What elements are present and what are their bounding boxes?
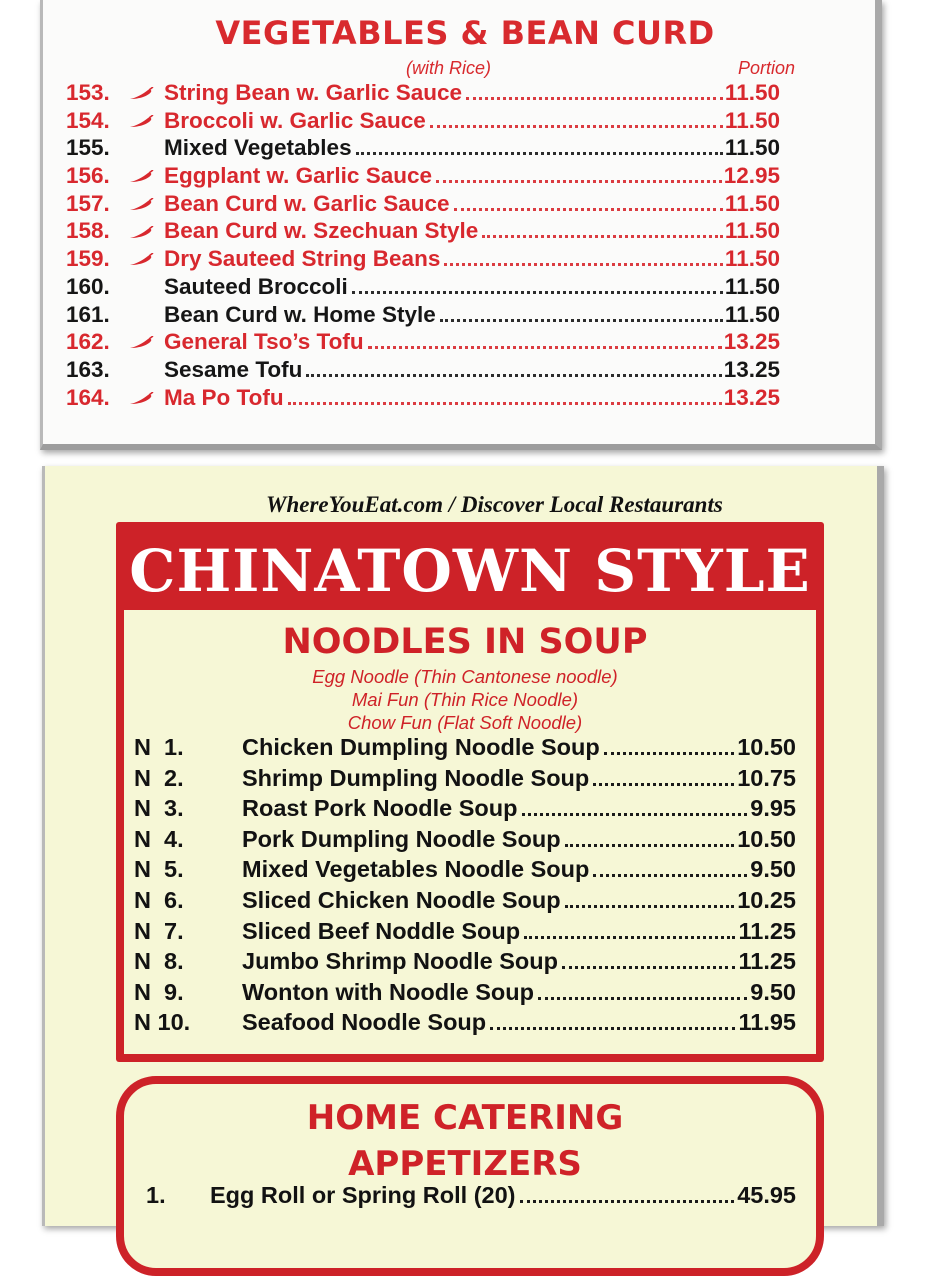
item-name: Sauteed Broccoli (164, 273, 348, 299)
chili-pepper-icon (128, 218, 164, 244)
item-number: 1. (146, 1182, 166, 1208)
dot-leader (490, 1027, 735, 1030)
dot-leader (520, 1200, 735, 1203)
item-name: General Tso’s Tofu (164, 329, 364, 355)
item-price: 11.50 (724, 107, 780, 133)
item-price: 11.50 (724, 190, 780, 216)
menu-item (66, 274, 780, 302)
portion-label: Portion (738, 58, 796, 78)
dot-leader (440, 319, 723, 322)
dot-leader (562, 966, 736, 969)
item-price: 9.95 (750, 795, 796, 822)
chili-pepper-icon (128, 191, 164, 217)
item-code: N 1. (134, 734, 184, 760)
site-credit: WhereYouEat.com / Discover Local Restaurants (266, 492, 723, 517)
item-name: Bean Curd w. Home Style (164, 301, 436, 327)
item-name: Bean Curd w. Szechuan Style (164, 218, 479, 244)
chili-pepper-icon (128, 246, 164, 272)
dot-leader (604, 752, 734, 755)
menu-item (134, 765, 796, 796)
vegetable-menu-list (66, 80, 780, 412)
section-title: VEGETABLES & BEAN CURD (215, 14, 715, 52)
menu-item (66, 218, 780, 246)
noodle-note: Mai Fun (Thin Rice Noodle) (351, 689, 579, 710)
menu-item (134, 1009, 796, 1040)
item-price: 11.95 (738, 1009, 796, 1036)
item-name: Mixed Vegetables Noodle Soup (242, 856, 590, 883)
dot-leader (593, 783, 734, 786)
item-number: 154. (66, 107, 110, 133)
item-name: Egg Roll or Spring Roll (20) (210, 1182, 516, 1208)
dot-leader (482, 235, 723, 238)
item-code: N 7. (134, 917, 184, 944)
dot-leader (288, 402, 722, 405)
catering-item (146, 1182, 796, 1209)
dot-leader (524, 936, 735, 939)
menu-item (134, 734, 796, 765)
dot-leader (466, 97, 723, 100)
item-name: Sliced Beef Noddle Soup (242, 917, 521, 944)
item-name: Wonton with Noodle Soup (242, 978, 534, 1005)
chili-pepper-icon (128, 80, 164, 106)
item-price: 10.25 (737, 886, 796, 913)
item-price: 13.25 (723, 384, 780, 410)
item-number: 162. (66, 329, 110, 355)
catering-subtitle: APPETIZERS (348, 1144, 582, 1184)
menu-item (66, 163, 780, 191)
item-price: 11.50 (724, 301, 780, 327)
item-price: 11.50 (724, 246, 780, 272)
menu-item (66, 135, 780, 163)
menu-item (134, 948, 796, 979)
section-subtitle: (with Rice) (406, 58, 492, 78)
item-price: 9.50 (750, 978, 796, 1005)
item-name: Ma Po Tofu (164, 384, 284, 410)
item-code: N 6. (134, 886, 184, 913)
item-name: Dry Sauteed String Beans (164, 246, 441, 272)
dot-leader (565, 844, 735, 847)
item-name: Shrimp Dumpling Noodle Soup (242, 764, 590, 791)
item-number: 161. (66, 301, 110, 327)
dot-leader (454, 208, 723, 211)
menu-item (66, 302, 780, 330)
chinatown-banner: CHINATOWN STYLE (129, 537, 811, 605)
item-price: 11.50 (724, 273, 780, 299)
noodles-title: NOODLES IN SOUP (282, 622, 648, 662)
item-price: 13.25 (723, 356, 780, 382)
catering-title: HOME CATERING (306, 1098, 624, 1138)
dot-leader (430, 125, 723, 128)
item-code: N 10. (134, 1009, 191, 1036)
item-number: 157. (66, 190, 110, 216)
item-price: 10.50 (737, 734, 796, 760)
menu-item (66, 329, 780, 357)
item-price: 13.25 (723, 329, 780, 355)
dot-leader (565, 905, 735, 908)
item-name: Sliced Chicken Noodle Soup (242, 886, 561, 913)
item-price: 11.50 (724, 218, 780, 244)
item-price: 11.25 (738, 948, 796, 975)
menu-item (134, 795, 796, 826)
item-name: Eggplant w. Garlic Sauce (164, 163, 432, 189)
dot-leader (352, 291, 723, 294)
item-number: 163. (66, 356, 110, 382)
dot-leader (593, 874, 747, 877)
item-number: 156. (66, 163, 110, 189)
item-number: 155. (66, 135, 110, 161)
item-name: Pork Dumpling Noodle Soup (242, 825, 561, 852)
item-number: 159. (66, 246, 110, 272)
item-name: Jumbo Shrimp Noodle Soup (242, 948, 558, 975)
dot-leader (306, 374, 721, 377)
item-code: N 9. (134, 978, 184, 1005)
item-number: 164. (66, 384, 110, 410)
noodle-menu-list (134, 734, 796, 1040)
item-price: 11.25 (738, 917, 796, 944)
item-code: N 2. (134, 764, 184, 791)
menu-item (134, 979, 796, 1010)
noodle-note: Chow Fun (Flat Soft Noodle) (347, 712, 583, 733)
menu-item (134, 887, 796, 918)
item-code: N 5. (134, 856, 184, 883)
item-name: Roast Pork Noodle Soup (242, 795, 518, 822)
item-number: 158. (66, 218, 110, 244)
item-name: Chicken Dumpling Noodle Soup (242, 734, 600, 760)
item-name: Bean Curd w. Garlic Sauce (164, 190, 450, 216)
noodle-note: Egg Noodle (Thin Cantonese noodle) (312, 666, 618, 687)
item-price: 12.95 (723, 163, 780, 189)
chili-pepper-icon (128, 385, 164, 411)
item-price: 11.50 (724, 80, 780, 105)
item-price: 11.50 (724, 135, 780, 161)
item-price: 9.50 (750, 856, 796, 883)
item-price: 10.75 (737, 764, 796, 791)
item-name: Seafood Noodle Soup (242, 1009, 487, 1036)
menu-item (66, 108, 780, 136)
dot-leader (538, 997, 747, 1000)
item-name: Broccoli w. Garlic Sauce (164, 107, 426, 133)
menu-item (66, 191, 780, 219)
item-price: 45.95 (737, 1182, 796, 1208)
chili-pepper-icon (128, 163, 164, 189)
menu-item (66, 246, 780, 274)
dot-leader (522, 813, 748, 816)
menu-item (134, 856, 796, 887)
dot-leader (444, 263, 723, 266)
menu-item (66, 357, 780, 385)
menu-item (134, 918, 796, 949)
item-price: 10.50 (737, 825, 796, 852)
item-number: 153. (66, 80, 110, 105)
item-code: N 8. (134, 948, 184, 975)
item-name: String Bean w. Garlic Sauce (164, 80, 463, 105)
chili-pepper-icon (128, 108, 164, 134)
dot-leader (368, 346, 722, 349)
menu-item (66, 385, 780, 413)
dot-leader (356, 152, 723, 155)
item-name: Mixed Vegetables (164, 135, 352, 161)
menu-item (66, 80, 780, 108)
item-name: Sesame Tofu (164, 356, 303, 382)
item-code: N 4. (134, 825, 184, 852)
menu-item (134, 826, 796, 857)
chili-pepper-icon (128, 329, 164, 355)
item-number: 160. (66, 273, 110, 299)
item-code: N 3. (134, 795, 184, 822)
dot-leader (436, 180, 722, 183)
